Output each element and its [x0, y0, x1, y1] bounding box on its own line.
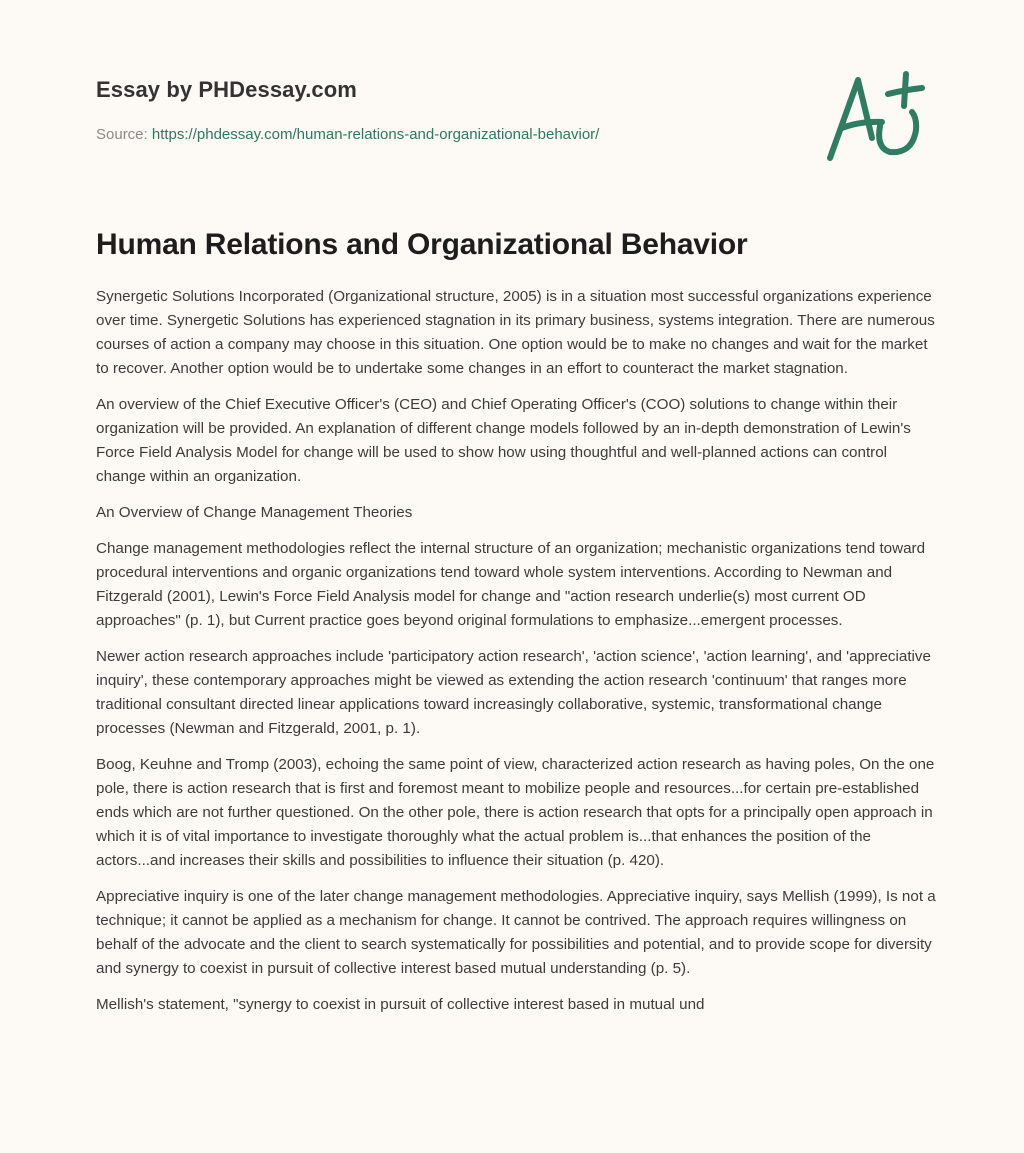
source-label: Source: [96, 126, 148, 143]
source-line [96, 124, 796, 146]
paragraph: Boog, Keuhne and Tromp (2003), echoing the same point of view, characterized action research as having poles, On the one pole, there is action research that is first and foremost meant to mobilize people and resources...for certain pre-established ends which are not further questioned. On the other pole, there is action research that opts for a principally open approach in which it is of vital importance to investigate thoroughly what the actual problem is...that enhances the position of the actors...and increases their skills and possibilities to influence their situation (p. 420). [96, 756, 935, 869]
essay-title: Human Relations and Organizational Behavior [96, 228, 748, 261]
essay-body [96, 285, 936, 1029]
paragraph: Mellish's statement, "synergy to coexist in pursuit of collective interest based in mutual und [96, 996, 705, 1013]
section-heading: An Overview of Change Management Theories [96, 504, 413, 521]
paragraph: Change management methodologies reflect the internal structure of an organization; mechanistic organizations tend toward procedural interventions and organic organizations tend toward whole system interventions. According to Newman and Fitzgerald (2001), Lewin's Force Field Analysis model for change and "action research underlie(s) most current OD approaches" (p. 1), but Current practice goes beyond original formulations to emphasize...emergent processes. [96, 540, 926, 629]
paragraph: An overview of the Chief Executive Officer's (CEO) and Chief Operating Officer's (COO) solutions to change within their organization will be provided. An explanation of different change models followed by an in-depth demonstration of Lewin's Force Field Analysis Model for change will be used to show how using thoughtful and well-planned actions can control change within an organization. [96, 396, 911, 485]
brand-title: Essay by PHDessay.com [96, 77, 357, 102]
source-link[interactable]: https://phdessay.com/human-relations-and-organizational-behavior/ [151, 126, 600, 143]
paragraph: Synergetic Solutions Incorporated (Organizational structure, 2005) is in a situation most successful organizations experience over time. Synergetic Solutions has experienced stagnation in its primary business, systems integration. There are numerous courses of action a company may choose in this situation. One option would be to make no changes and wait for the market to recover. Another option would be to undertake some changes in an effort to counteract the market stagnation. [96, 288, 935, 377]
paragraph: Newer action research approaches include 'participatory action research', 'action science', 'action learning', and 'appreciative inquiry', these contemporary approaches might be viewed as extending the action research 'continuum' that ranges more traditional consultant directed linear applications toward increasingly collaborative, systemic, transformational change processes (Newman and Fitzgerald, 2001, p. 1). [96, 648, 931, 737]
site-header [96, 74, 796, 146]
paragraph: Appreciative inquiry is one of the later change management methodologies. Appreciative inquiry, says Mellish (1999), Is not a technique; it cannot be applied as a mechanism for change. It cannot be contrived. The approach requires willingness on behalf of the advocate and the client to search systematically for possibilities and potential, and to provide scope for diversity and synergy to coexist in pursuit of collective interest based mutual understanding (p. 5). [96, 888, 936, 977]
a-plus-grade-icon [820, 66, 930, 166]
